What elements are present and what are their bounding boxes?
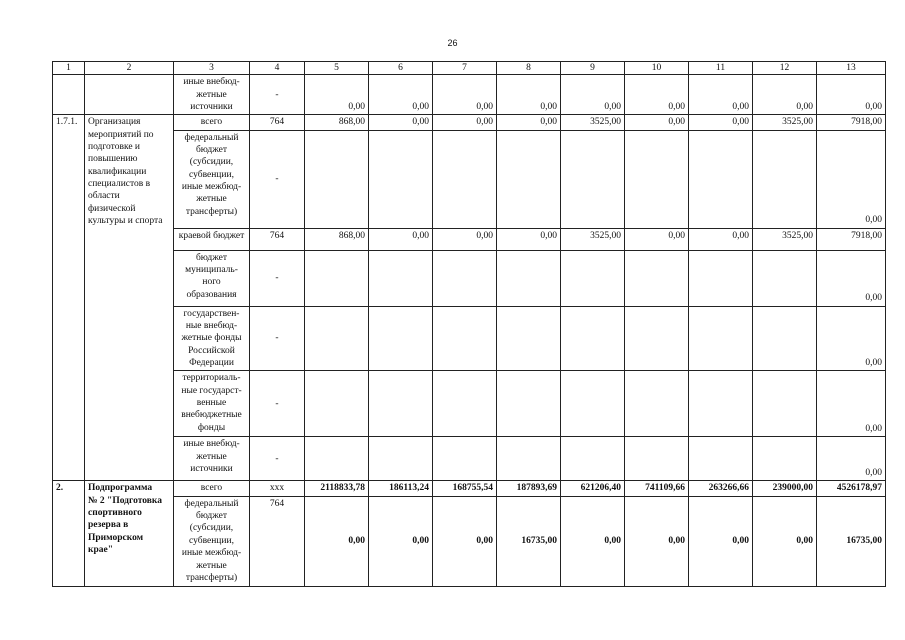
row-name: Подпрограмма № 2 "Подготовка спортивного резерва в Приморском крае"	[85, 481, 174, 586]
budget-code: -	[250, 250, 305, 306]
value-cell	[369, 371, 433, 437]
value-cell	[497, 437, 561, 481]
col-header: 11	[689, 62, 753, 75]
value-cell: 0,00	[369, 75, 433, 115]
value-cell: 263266,66	[689, 481, 753, 496]
value-cell: 0,00	[369, 496, 433, 586]
funding-source: федеральный бюджет (субсидии, субвенции, иные межбюд- жетные трансферты)	[174, 130, 250, 228]
page-number: 26	[447, 38, 458, 48]
value-cell	[689, 306, 753, 371]
col-header: 5	[305, 62, 369, 75]
table-row	[53, 115, 886, 130]
value-cell: 0,00	[433, 75, 497, 115]
value-cell	[433, 130, 497, 228]
value-cell	[561, 437, 625, 481]
value-cell: 187893,69	[497, 481, 561, 496]
value-cell	[433, 250, 497, 306]
budget-table	[52, 61, 886, 587]
col-header: 13	[817, 62, 886, 75]
value-cell: 0,00	[561, 75, 625, 115]
value-cell	[625, 130, 689, 228]
value-cell	[305, 250, 369, 306]
value-cell: 0,00	[433, 115, 497, 130]
value-cell: 0,00	[753, 75, 817, 115]
value-cell: 239000,00	[753, 481, 817, 496]
value-cell: 0,00	[817, 130, 886, 228]
value-cell: 0,00	[433, 228, 497, 250]
funding-source: всего	[174, 481, 250, 496]
value-cell	[625, 437, 689, 481]
value-cell	[433, 371, 497, 437]
value-cell: 16735,00	[497, 496, 561, 586]
budget-code: -	[250, 437, 305, 481]
col-header: 6	[369, 62, 433, 75]
value-cell: 0,00	[689, 75, 753, 115]
value-cell: 0,00	[689, 115, 753, 130]
value-cell	[561, 130, 625, 228]
value-cell	[689, 437, 753, 481]
budget-code: ххх	[250, 481, 305, 496]
value-cell	[561, 306, 625, 371]
value-cell	[625, 306, 689, 371]
budget-code: 764	[250, 115, 305, 130]
value-cell	[369, 306, 433, 371]
funding-source: краевой бюджет	[174, 228, 250, 250]
value-cell: 3525,00	[561, 115, 625, 130]
value-cell	[625, 371, 689, 437]
value-cell: 0,00	[625, 115, 689, 130]
value-cell	[625, 250, 689, 306]
value-cell: 7918,00	[817, 228, 886, 250]
header-row	[53, 62, 886, 75]
col-header: 10	[625, 62, 689, 75]
col-header: 7	[433, 62, 497, 75]
budget-code: -	[250, 75, 305, 115]
funding-source: бюджет муниципаль- ного образования	[174, 250, 250, 306]
value-cell: 0,00	[817, 75, 886, 115]
value-cell: 0,00	[497, 228, 561, 250]
value-cell: 0,00	[817, 306, 886, 371]
value-cell: 621206,40	[561, 481, 625, 496]
value-cell: 0,00	[561, 496, 625, 586]
value-cell: 0,00	[625, 75, 689, 115]
table-row	[53, 250, 886, 306]
budget-code: -	[250, 130, 305, 228]
value-cell	[689, 250, 753, 306]
value-cell	[497, 306, 561, 371]
value-cell	[369, 130, 433, 228]
funding-source: государствен- ные внебюд- жетные фонды Российской Федерации	[174, 306, 250, 371]
value-cell: 3525,00	[561, 228, 625, 250]
value-cell: 0,00	[433, 496, 497, 586]
value-cell	[753, 130, 817, 228]
value-cell	[753, 437, 817, 481]
col-header: 12	[753, 62, 817, 75]
value-cell	[305, 306, 369, 371]
value-cell	[753, 250, 817, 306]
value-cell	[689, 130, 753, 228]
funding-source: иные внебюд- жетные источники	[174, 75, 250, 115]
table-row	[53, 496, 886, 586]
value-cell: 2118833,78	[305, 481, 369, 496]
table-row	[53, 130, 886, 228]
table-row	[53, 228, 886, 250]
value-cell: 0,00	[689, 496, 753, 586]
table-row	[53, 371, 886, 437]
value-cell: 0,00	[753, 496, 817, 586]
value-cell	[561, 371, 625, 437]
value-cell: 0,00	[625, 228, 689, 250]
col-header: 1	[53, 62, 85, 75]
row-number	[53, 75, 85, 115]
row-number: 1.7.1.	[53, 115, 85, 481]
table-row	[53, 306, 886, 371]
row-name: Организация мероприятий по подготовке и повышению квалификации специалистов в области физической культуры и спорта	[85, 115, 174, 481]
budget-code: -	[250, 306, 305, 371]
funding-source: территориаль- ные государст- венные внебюджетные фонды	[174, 371, 250, 437]
value-cell: 7918,00	[817, 115, 886, 130]
table-row	[53, 481, 886, 496]
funding-source: иные внебюд- жетные источники	[174, 437, 250, 481]
value-cell: 186113,24	[369, 481, 433, 496]
value-cell: 0,00	[817, 371, 886, 437]
value-cell: 0,00	[305, 75, 369, 115]
value-cell: 0,00	[497, 75, 561, 115]
funding-source: всего	[174, 115, 250, 130]
value-cell: 3525,00	[753, 115, 817, 130]
value-cell: 868,00	[305, 228, 369, 250]
value-cell: 0,00	[817, 437, 886, 481]
value-cell: 0,00	[369, 228, 433, 250]
budget-code: 764	[250, 496, 305, 586]
value-cell: 0,00	[689, 228, 753, 250]
value-cell	[433, 437, 497, 481]
col-header: 4	[250, 62, 305, 75]
col-header: 8	[497, 62, 561, 75]
value-cell: 0,00	[497, 115, 561, 130]
funding-source: федеральный бюджет (субсидии, субвенции, иные межбюд- жетные трансферты)	[174, 496, 250, 586]
col-header: 2	[85, 62, 174, 75]
value-cell	[561, 250, 625, 306]
value-cell	[753, 306, 817, 371]
value-cell: 3525,00	[753, 228, 817, 250]
value-cell: 0,00	[625, 496, 689, 586]
value-cell	[369, 250, 433, 306]
value-cell: 0,00	[369, 115, 433, 130]
value-cell	[369, 437, 433, 481]
budget-code: 764	[250, 228, 305, 250]
value-cell: 16735,00	[817, 496, 886, 586]
value-cell	[305, 130, 369, 228]
value-cell: 741109,66	[625, 481, 689, 496]
budget-code: -	[250, 371, 305, 437]
table-row	[53, 437, 886, 481]
value-cell: 168755,54	[433, 481, 497, 496]
value-cell	[497, 130, 561, 228]
value-cell: 4526178,97	[817, 481, 886, 496]
col-header: 3	[174, 62, 250, 75]
table-row	[53, 75, 886, 115]
value-cell	[497, 371, 561, 437]
value-cell	[753, 371, 817, 437]
value-cell: 0,00	[305, 496, 369, 586]
row-number: 2.	[53, 481, 85, 586]
value-cell	[433, 306, 497, 371]
value-cell: 868,00	[305, 115, 369, 130]
value-cell	[305, 437, 369, 481]
value-cell: 0,00	[817, 250, 886, 306]
row-name	[85, 75, 174, 115]
value-cell	[305, 371, 369, 437]
col-header: 9	[561, 62, 625, 75]
value-cell	[689, 371, 753, 437]
value-cell	[497, 250, 561, 306]
